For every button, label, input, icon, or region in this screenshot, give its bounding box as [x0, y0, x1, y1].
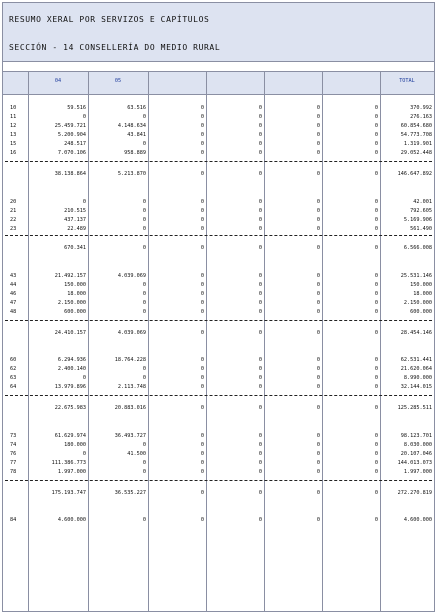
table-row [3, 225, 434, 234]
column-header-row [3, 71, 434, 95]
amount-cell: 0 [316, 105, 320, 111]
amount-cell: 0 [142, 309, 146, 315]
chapter-code: 48 [10, 309, 17, 315]
amount-cell: 0 [258, 105, 262, 111]
amount-cell: 0 [316, 490, 320, 496]
chapter-code: 74 [10, 442, 17, 448]
chapter-code: 78 [10, 469, 17, 475]
table-row [3, 356, 434, 365]
amount-cell: 0 [316, 451, 320, 457]
amount-cell: 0 [316, 366, 320, 372]
amount-cell: 20.883.016 [114, 405, 146, 411]
subtotal-row [3, 329, 434, 338]
amount-cell: 0 [316, 442, 320, 448]
amount-cell: 0 [316, 226, 320, 232]
total-cell: 98.123.701 [400, 433, 432, 439]
amount-cell: 0 [374, 141, 378, 147]
table-row [3, 131, 434, 140]
total-cell: 1.997.000 [403, 469, 432, 475]
amount-cell: 0 [142, 366, 146, 372]
amount-cell: 0 [316, 330, 320, 336]
table-row [3, 281, 434, 290]
amount-cell: 0 [374, 208, 378, 214]
table-row [3, 516, 434, 525]
amount-cell: 0 [374, 451, 378, 457]
total-cell: 25.531.146 [400, 273, 432, 279]
amount-cell: 600.000 [64, 309, 86, 315]
amount-cell: 41.500 [127, 451, 146, 457]
amount-cell: 175.193.747 [51, 490, 86, 496]
column-header-total: TOTAL [399, 78, 415, 84]
amount-cell: 0 [258, 451, 262, 457]
amount-cell: 0 [142, 245, 146, 251]
amount-cell: 0 [374, 123, 378, 129]
total-cell: 146.647.892 [397, 171, 432, 177]
amount-cell: 0 [142, 300, 146, 306]
total-cell: 2.150.000 [403, 300, 432, 306]
amount-cell: 0 [200, 150, 204, 156]
total-cell: 18.000 [413, 291, 432, 297]
chapter-code [10, 404, 30, 413]
amount-cell: 0 [258, 150, 262, 156]
amount-cell: 0 [374, 300, 378, 306]
amount-cell: 0 [200, 291, 204, 297]
amount-cell: 150.000 [64, 282, 86, 288]
chapter-code: 84 [10, 517, 17, 523]
amount-cell: 0 [258, 132, 262, 138]
amount-cell: 0 [316, 469, 320, 475]
amount-cell: 0 [82, 199, 86, 205]
subtotal-row [3, 170, 434, 179]
amount-cell: 0 [200, 469, 204, 475]
amount-cell: 0 [258, 226, 262, 232]
amount-cell: 0 [200, 123, 204, 129]
amount-cell: 63.516 [127, 105, 146, 111]
subtotal-row [3, 489, 434, 498]
amount-cell: 0 [200, 208, 204, 214]
table-row [3, 308, 434, 317]
total-cell: 42.001 [413, 199, 432, 205]
amount-cell: 0 [316, 171, 320, 177]
amount-cell: 0 [374, 433, 378, 439]
amount-cell: 0 [200, 366, 204, 372]
amount-cell: 0 [316, 309, 320, 315]
amount-cell: 0 [258, 490, 262, 496]
table-row [3, 198, 434, 207]
amount-cell: 25.459.721 [54, 123, 86, 129]
amount-cell: 0 [142, 282, 146, 288]
chapter-code: 15 [10, 141, 17, 147]
chapter-code [10, 489, 30, 498]
total-cell: 276.163 [410, 114, 432, 120]
amount-cell: 0 [316, 132, 320, 138]
amount-cell: 0 [258, 245, 262, 251]
amount-cell: 0 [200, 273, 204, 279]
table-row [3, 140, 434, 149]
amount-cell: 0 [316, 141, 320, 147]
amount-cell: 0 [316, 357, 320, 363]
amount-cell: 0 [374, 132, 378, 138]
amount-cell: 4.600.000 [57, 517, 86, 523]
total-cell: 4.600.000 [403, 517, 432, 523]
amount-cell: 2.400.140 [57, 366, 86, 372]
total-cell: 54.773.708 [400, 132, 432, 138]
amount-cell: 0 [316, 291, 320, 297]
amount-cell: 0 [200, 460, 204, 466]
amount-cell: 61.629.974 [54, 433, 86, 439]
chapter-code: 22 [10, 217, 17, 223]
table-row [3, 149, 434, 158]
table-row [3, 216, 434, 225]
table-row [3, 104, 434, 113]
amount-cell: 0 [142, 217, 146, 223]
amount-cell: 36.493.727 [114, 433, 146, 439]
amount-cell: 5.200.904 [57, 132, 86, 138]
table-row [3, 441, 434, 450]
amount-cell: 0 [374, 199, 378, 205]
amount-cell: 0 [200, 433, 204, 439]
amount-cell: 5.213.870 [117, 171, 146, 177]
amount-cell: 0 [316, 114, 320, 120]
amount-cell: 0 [258, 114, 262, 120]
amount-cell: 437.137 [64, 217, 86, 223]
table-row [3, 432, 434, 441]
amount-cell: 0 [142, 469, 146, 475]
summary-table [3, 71, 434, 611]
amount-cell: 0 [258, 357, 262, 363]
amount-cell: 4.039.069 [117, 330, 146, 336]
table-row [3, 299, 434, 308]
amount-cell: 0 [316, 300, 320, 306]
amount-cell: 1.997.000 [57, 469, 86, 475]
amount-cell: 18.000 [67, 291, 86, 297]
amount-cell: 0 [374, 517, 378, 523]
amount-cell: 0 [258, 273, 262, 279]
amount-cell: 0 [200, 171, 204, 177]
amount-cell: 0 [258, 123, 262, 129]
table-row [3, 365, 434, 374]
amount-cell: 0 [316, 375, 320, 381]
amount-cell: 0 [258, 141, 262, 147]
amount-cell: 0 [374, 226, 378, 232]
amount-cell: 0 [200, 300, 204, 306]
amount-cell: 0 [200, 330, 204, 336]
total-cell: 8.030.000 [403, 442, 432, 448]
amount-cell: 0 [142, 375, 146, 381]
amount-cell: 0 [258, 384, 262, 390]
amount-cell: 59.516 [67, 105, 86, 111]
amount-cell: 0 [316, 384, 320, 390]
table-row [3, 207, 434, 216]
table-row [3, 450, 434, 459]
amount-cell: 0 [200, 105, 204, 111]
total-cell: 6.566.008 [403, 245, 432, 251]
amount-cell: 0 [258, 405, 262, 411]
amount-cell: 0 [200, 405, 204, 411]
amount-cell: 0 [258, 291, 262, 297]
total-cell: 125.285.511 [397, 405, 432, 411]
amount-cell: 0 [316, 199, 320, 205]
chapter-code: 10 [10, 105, 17, 111]
total-cell: 21.620.064 [400, 366, 432, 372]
total-cell: 62.531.441 [400, 357, 432, 363]
amount-cell: 0 [258, 442, 262, 448]
chapter-code: 73 [10, 433, 17, 439]
column-header: 05 [114, 78, 122, 84]
amount-cell: 0 [374, 291, 378, 297]
amount-cell: 0 [374, 105, 378, 111]
amount-cell: 0 [142, 141, 146, 147]
total-cell: 1.319.901 [403, 141, 432, 147]
chapter-code [10, 329, 30, 338]
amount-cell: 0 [374, 366, 378, 372]
amount-cell: 0 [258, 330, 262, 336]
amount-cell: 0 [258, 366, 262, 372]
amount-cell: 0 [258, 309, 262, 315]
total-cell: 28.454.146 [400, 330, 432, 336]
subtotal-separator [5, 320, 432, 321]
amount-cell: 0 [374, 245, 378, 251]
table-row [3, 122, 434, 131]
amount-cell: 2.113.748 [117, 384, 146, 390]
subtotal-row [3, 244, 434, 253]
amount-cell: 0 [316, 282, 320, 288]
amount-cell: 0 [374, 490, 378, 496]
amount-cell: 0 [374, 217, 378, 223]
amount-cell: 0 [200, 375, 204, 381]
total-cell: 600.000 [410, 309, 432, 315]
chapter-code [10, 244, 30, 253]
chapter-code: 21 [10, 208, 17, 214]
subtotal-separator [5, 480, 432, 481]
chapter-code: 76 [10, 451, 17, 457]
amount-cell: 21.492.157 [54, 273, 86, 279]
amount-cell: 0 [374, 171, 378, 177]
amount-cell: 43.841 [127, 132, 146, 138]
amount-cell: 210.515 [64, 208, 86, 214]
amount-cell: 0 [374, 460, 378, 466]
column-header: 04 [54, 78, 62, 84]
chapter-code: 16 [10, 150, 17, 156]
chapter-code: 46 [10, 291, 17, 297]
amount-cell: 180.000 [64, 442, 86, 448]
total-cell: 272.270.819 [397, 490, 432, 496]
total-cell: 60.854.680 [400, 123, 432, 129]
amount-cell: 0 [316, 208, 320, 214]
amount-cell: 0 [258, 460, 262, 466]
amount-cell: 111.386.773 [51, 460, 86, 466]
amount-cell: 0 [82, 375, 86, 381]
amount-cell: 2.150.000 [57, 300, 86, 306]
chapter-code: 64 [10, 384, 17, 390]
amount-cell: 0 [200, 442, 204, 448]
table-row [3, 374, 434, 383]
amount-cell: 0 [142, 442, 146, 448]
amount-cell: 0 [374, 384, 378, 390]
amount-cell: 0 [82, 114, 86, 120]
amount-cell: 0 [142, 208, 146, 214]
total-cell: 370.992 [410, 105, 432, 111]
chapter-code: 20 [10, 199, 17, 205]
amount-cell: 0 [316, 150, 320, 156]
amount-cell: 0 [142, 199, 146, 205]
table-row [3, 272, 434, 281]
amount-cell: 18.764.228 [114, 357, 146, 363]
amount-cell: 0 [316, 460, 320, 466]
total-cell: 792.605 [410, 208, 432, 214]
amount-cell: 0 [316, 245, 320, 251]
amount-cell: 38.138.864 [54, 171, 86, 177]
amount-cell: 0 [200, 490, 204, 496]
amount-cell: 0 [142, 291, 146, 297]
amount-cell: 0 [200, 114, 204, 120]
amount-cell: 248.517 [64, 141, 86, 147]
amount-cell: 0 [200, 245, 204, 251]
amount-cell: 0 [374, 469, 378, 475]
total-cell: 32.144.015 [400, 384, 432, 390]
table-row [3, 459, 434, 468]
amount-cell: 0 [316, 517, 320, 523]
amount-cell: 0 [200, 199, 204, 205]
amount-cell: 0 [258, 171, 262, 177]
amount-cell: 22.675.983 [54, 405, 86, 411]
amount-cell: 0 [374, 405, 378, 411]
amount-cell: 0 [374, 330, 378, 336]
amount-cell: 0 [200, 226, 204, 232]
section-title: SECCIÓN - 14 CONSELLERÍA DO MEDIO RURAL [9, 43, 221, 52]
amount-cell: 0 [374, 375, 378, 381]
amount-cell: 0 [316, 273, 320, 279]
subtotal-separator [5, 235, 432, 236]
amount-cell: 0 [374, 150, 378, 156]
chapter-code: 77 [10, 460, 17, 466]
amount-cell: 0 [258, 282, 262, 288]
chapter-code: 13 [10, 132, 17, 138]
amount-cell: 0 [142, 517, 146, 523]
amount-cell: 0 [258, 208, 262, 214]
amount-cell: 0 [374, 114, 378, 120]
amount-cell: 0 [258, 433, 262, 439]
amount-cell: 0 [316, 217, 320, 223]
amount-cell: 0 [374, 442, 378, 448]
amount-cell: 0 [316, 405, 320, 411]
amount-cell: 0 [258, 469, 262, 475]
amount-cell: 958.889 [124, 150, 146, 156]
total-cell: 144.013.073 [397, 460, 432, 466]
table-row [3, 468, 434, 477]
total-cell: 561.490 [410, 226, 432, 232]
amount-cell: 4.148.634 [117, 123, 146, 129]
total-cell: 29.052.448 [400, 150, 432, 156]
amount-cell: 0 [316, 433, 320, 439]
chapter-code: 63 [10, 375, 17, 381]
chapter-code: 23 [10, 226, 17, 232]
chapter-code: 47 [10, 300, 17, 306]
amount-cell: 0 [200, 309, 204, 315]
amount-cell: 0 [258, 199, 262, 205]
amount-cell: 0 [200, 132, 204, 138]
amount-cell: 22.489 [67, 226, 86, 232]
total-cell: 150.000 [410, 282, 432, 288]
subtotal-row [3, 404, 434, 413]
amount-cell: 0 [374, 273, 378, 279]
chapter-code: 60 [10, 357, 17, 363]
amount-cell: 24.410.157 [54, 330, 86, 336]
total-cell: 5.169.906 [403, 217, 432, 223]
amount-cell: 0 [374, 282, 378, 288]
chapter-code [10, 170, 30, 179]
amount-cell: 0 [142, 114, 146, 120]
amount-cell: 0 [200, 141, 204, 147]
chapter-code: 11 [10, 114, 17, 120]
table-row [3, 290, 434, 299]
table-row [3, 113, 434, 122]
amount-cell: 4.039.069 [117, 273, 146, 279]
amount-cell: 6.294.936 [57, 357, 86, 363]
amount-cell: 0 [374, 309, 378, 315]
chapter-code: 12 [10, 123, 17, 129]
amount-cell: 0 [200, 517, 204, 523]
amount-cell: 0 [200, 357, 204, 363]
chapter-code: 62 [10, 366, 17, 372]
amount-cell: 0 [258, 300, 262, 306]
amount-cell: 36.535.227 [114, 490, 146, 496]
amount-cell: 0 [82, 451, 86, 457]
subtotal-separator [5, 395, 432, 396]
amount-cell: 0 [258, 375, 262, 381]
chapter-code: 44 [10, 282, 17, 288]
report-header [3, 3, 434, 62]
amount-cell: 13.979.896 [54, 384, 86, 390]
amount-cell: 0 [258, 217, 262, 223]
amount-cell: 0 [142, 460, 146, 466]
amount-cell: 670.341 [64, 245, 86, 251]
amount-cell: 0 [200, 451, 204, 457]
report-page [2, 2, 435, 612]
chapter-code: 43 [10, 273, 17, 279]
amount-cell: 0 [142, 226, 146, 232]
amount-cell: 0 [200, 384, 204, 390]
report-title: RESUMO XERAL POR SERVIZOS E CAPÍTULOS [9, 15, 210, 24]
amount-cell: 7.070.106 [57, 150, 86, 156]
total-cell: 20.107.046 [400, 451, 432, 457]
amount-cell: 0 [316, 123, 320, 129]
total-cell: 8.990.000 [403, 375, 432, 381]
amount-cell: 0 [200, 217, 204, 223]
amount-cell: 0 [200, 282, 204, 288]
table-row [3, 383, 434, 392]
subtotal-separator [5, 161, 432, 162]
amount-cell: 0 [374, 357, 378, 363]
amount-cell: 0 [258, 517, 262, 523]
